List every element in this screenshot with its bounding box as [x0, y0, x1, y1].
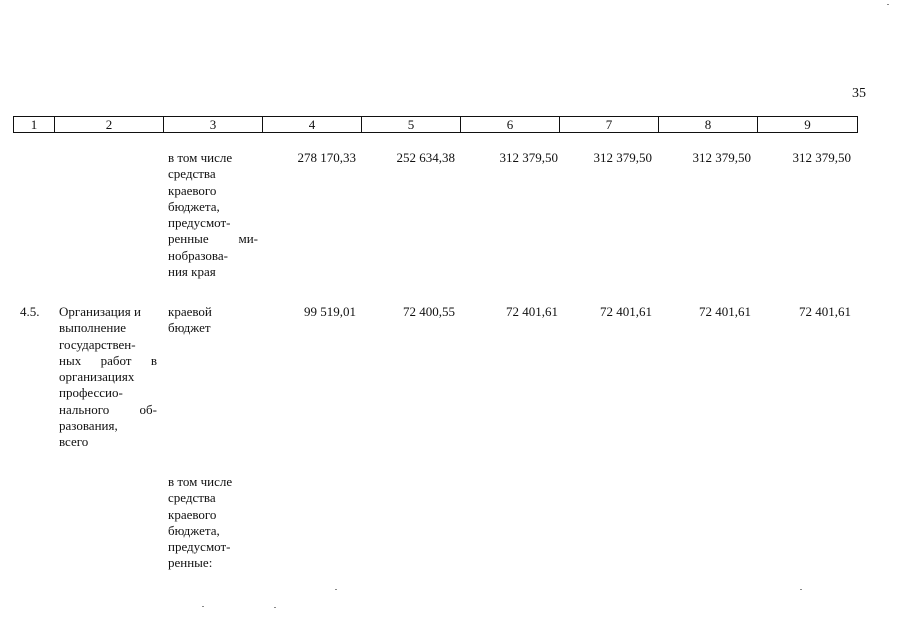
row-1-col-6: 312 379,50: [499, 150, 558, 165]
header-col-6: 6: [461, 117, 560, 132]
row-2-col-6: 72 401,61: [506, 304, 558, 319]
header-col-2: 2: [55, 117, 164, 132]
row-2-col-2-line: нального об-: [59, 401, 157, 417]
row-1-col-3-line: бюджета,: [168, 198, 220, 214]
row-1-col-5: 252 634,38: [396, 150, 455, 165]
table-header-row: [13, 116, 858, 133]
row-1-col-4: 278 170,33: [297, 150, 356, 165]
row-2-col-1: 4.5.: [20, 304, 40, 319]
row-1-col-8: 312 379,50: [692, 150, 751, 165]
row-1-col-7: 312 379,50: [593, 150, 652, 165]
row-2-col-8: 72 401,61: [699, 304, 751, 319]
row-2-col-9: 72 401,61: [799, 304, 851, 319]
header-col-4: 4: [263, 117, 362, 132]
row-2-col-7: 72 401,61: [600, 304, 652, 319]
header-col-7: 7: [560, 117, 659, 132]
row-2-col-2-line: организациях: [59, 369, 135, 385]
scan-speck: [274, 607, 276, 608]
row-2-col-2-line: выполнение: [59, 320, 127, 336]
row-2-col-3: [168, 304, 258, 337]
page-number: 35: [852, 86, 866, 101]
row-1-col-3-line: в том числе: [168, 150, 233, 165]
scan-speck: [887, 4, 889, 5]
row-3-col-3-line: средства: [168, 490, 216, 506]
row-2-col-2-line: всего: [59, 434, 89, 450]
header-col-3: 3: [164, 117, 263, 132]
row-1-col-3-line: средства: [168, 166, 216, 182]
header-col-5: 5: [362, 117, 461, 132]
header-col-9: 9: [804, 117, 811, 132]
row-3-col-3-line: предусмот-: [168, 539, 231, 555]
row-2-col-2-line: разования,: [59, 418, 118, 434]
row-2-col-4: 99 519,01: [304, 304, 356, 319]
row-2-col-3-line: бюджет: [168, 320, 211, 336]
row-2-col-2-line: государствен-: [59, 336, 136, 352]
row-2-col-2-line: профессио-: [59, 385, 123, 401]
row-2-col-2-line: ных работ в: [59, 352, 157, 368]
row-3-col-3-line: бюджета,: [168, 522, 220, 538]
row-3-col-3-line: в том числе: [168, 474, 233, 489]
row-1-col-3-line: ренные ми-: [168, 231, 258, 247]
header-col-8: 8: [659, 117, 758, 132]
row-1-col-3-line: нобразова-: [168, 247, 228, 263]
scan-speck: [800, 589, 802, 590]
row-3-col-3: [168, 474, 258, 572]
row-1-col-3-line: ния края: [168, 264, 216, 280]
row-2-col-5: 72 400,55: [403, 304, 455, 319]
row-2-col-2-line: Организация и: [59, 304, 141, 319]
row-1-col-3: [168, 150, 258, 280]
row-2-col-2: [59, 304, 157, 451]
row-3-col-3-line: краевого: [168, 506, 217, 522]
row-2-col-3-line: краевой: [168, 304, 212, 319]
row-1-col-9: 312 379,50: [792, 150, 851, 165]
row-1-col-3-line: краевого: [168, 182, 217, 198]
scan-speck: [335, 589, 337, 590]
row-3-col-3-line: ренные:: [168, 555, 213, 571]
scan-speck: [202, 606, 204, 607]
row-1-col-3-line: предусмот-: [168, 215, 231, 231]
header-col-1: 1: [14, 117, 55, 132]
